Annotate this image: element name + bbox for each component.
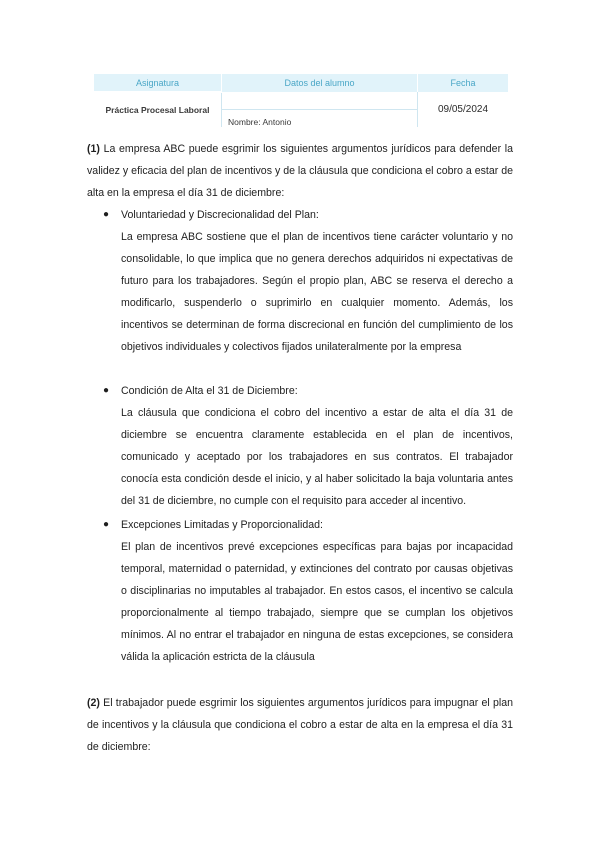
header-values-row-top	[94, 92, 508, 110]
student-blank-cell	[222, 92, 418, 110]
q2-number: (2)	[87, 697, 100, 709]
header-row	[94, 74, 508, 92]
subject-value: Práctica Procesal Laboral	[94, 92, 222, 127]
student-name: Nombre: Antonio	[222, 110, 418, 128]
bullet-icon: ●	[103, 385, 110, 396]
header-date-label: Fecha	[418, 74, 509, 92]
bullet-2-title: Condición de Alta el 31 de Diciembre:	[121, 385, 298, 397]
bullet-icon: ●	[103, 209, 110, 220]
bullet-1-body: La empresa ABC sostiene que el plan de incentivos tiene carácter voluntario y no consolidable, lo que implica que no genera derechos adquiridos ni expectativas de futuro para los trabajadores. Según el propio plan, ABC se reserva el derecho a modificarlo, suspenderlo o suprimirlo en cualquier momento. Además, los incentivos se determinan de forma discrecional en función del cumplimiento de los objetivos individuales y colectivos fijados unilateralmente por la empresa	[121, 231, 513, 353]
bullet-3-title: Excepciones Limitadas y Proporcionalidad:	[121, 519, 323, 531]
header-subject-label: Asignatura	[94, 74, 222, 92]
date-value: 09/05/2024	[418, 92, 509, 127]
bullet-2-body: La cláusula que condiciona el cobro del incentivo a estar de alta el día 31 de diciembre se encuentra claramente establecida en el plan de incentivos, comunicado y aceptado por los trabajadores en sus contratos. El trabajador conocía esta condición desde el inicio, y al haber solicitado la baja voluntaria antes del 31 de diciembre, no cumple con el requisito para acceder al incentivo.	[121, 407, 513, 507]
bullet-icon: ●	[103, 519, 110, 530]
header-table	[94, 74, 508, 127]
q1-intro: La empresa ABC puede esgrimir los siguientes argumentos jurídicos para defender la validez y eficacia del plan de incentivos y de la cláusula que condiciona el cobro a estar de alta en la empresa el día 31 de diciembre:	[87, 143, 513, 199]
q2-intro: El trabajador puede esgrimir los siguientes argumentos jurídicos para impugnar el plan de incentivos y la cláusula que condiciona el cobro a estar de alta en la empresa el día 31 de diciembre:	[87, 697, 513, 753]
bullet-3-body: El plan de incentivos prevé excepciones específicas para bajas por incapacidad temporal, maternidad o paternidad, y extinciones del contrato por causas objetivas o disciplinarias no imputables al trabajador. En estos casos, el incentivo se calcula proporcionalmente al tiempo trabajado, siempre que se cumplan los objetivos mínimos. Al no entrar el trabajador en ninguna de estas excepciones, se considera válida la aplicación estricta de la cláusula	[121, 541, 513, 663]
bullet-1-title: Voluntariedad y Discrecionalidad del Plan:	[121, 209, 319, 221]
q1-number: (1)	[87, 143, 100, 155]
header-student-label: Datos del alumno	[222, 74, 418, 92]
q1-paragraph	[87, 138, 513, 204]
q2-paragraph	[87, 692, 513, 758]
